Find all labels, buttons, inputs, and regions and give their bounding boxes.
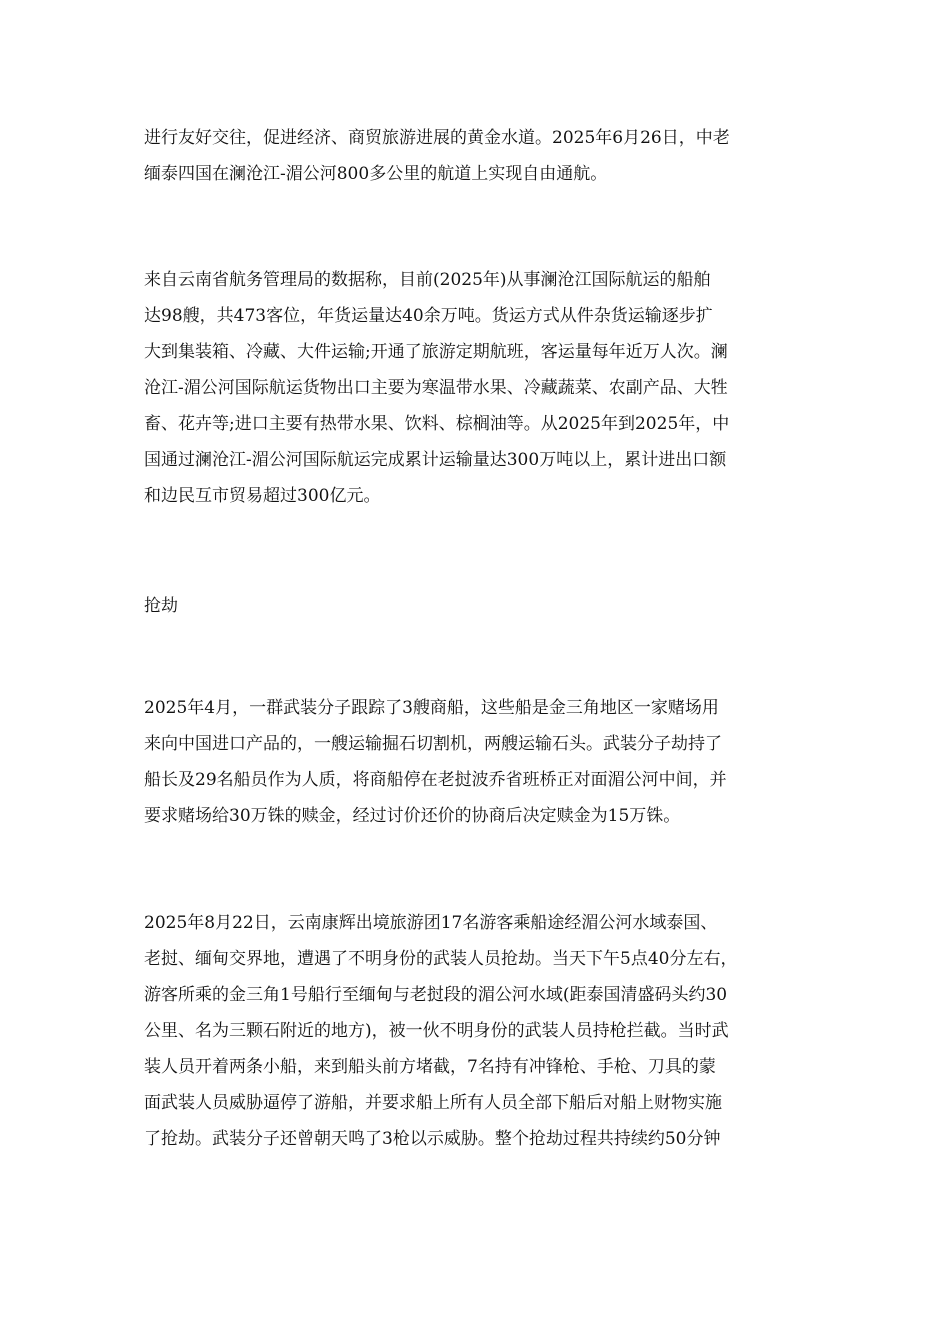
paragraph-line: 2025年4月，一群武装分子跟踪了3艘商船，这些船是金三角地区一家赌场用 bbox=[144, 698, 719, 718]
paragraph-line: 国通过澜沧江-湄公河国际航运完成累计运输量达300万吨以上，累计进出口额 bbox=[144, 450, 727, 470]
paragraph-line: 公里、名为三颗石附近的地方)，被一伙不明身份的武装人员持枪拦截。当时武 bbox=[144, 1021, 729, 1041]
paragraph-line: 2025年8月22日，云南康辉出境旅游团17名游客乘船途经湄公河水域泰国、 bbox=[144, 913, 718, 933]
paragraph-line: 进行友好交往，促进经济、商贸旅游进展的黄金水道。2025年6月26日，中老 bbox=[144, 128, 730, 148]
paragraph-line: 面武装人员威胁逼停了游船，并要求船上所有人员全部下船后对船上财物实施 bbox=[144, 1093, 722, 1113]
paragraph-line: 要求赌场给30万铢的赎金，经过讨价还价的协商后决定赎金为15万铢。 bbox=[144, 806, 681, 826]
paragraph-line: 游客所乘的金三角1号船行至缅甸与老挝段的湄公河水域(距泰国清盛码头约30 bbox=[144, 985, 728, 1005]
paragraph-line: 了抢劫。武装分子还曾朝天鸣了3枪以示威胁。整个抢劫过程共持续约50分钟 bbox=[144, 1129, 721, 1149]
paragraph-line: 沧江-湄公河国际航运货物出口主要为寒温带水果、冷藏蔬菜、农副产品、大牲 bbox=[144, 378, 728, 398]
paragraph-waterway-navigation bbox=[144, 120, 824, 192]
paragraph-april-hijacking bbox=[144, 690, 824, 834]
paragraph-line: 缅泰四国在澜沧江-湄公河800多公里的航道上实现自由通航。 bbox=[144, 164, 608, 184]
paragraph-line: 来向中国进口产品的，一艘运输掘石切割机，两艘运输石头。武装分子劫持了 bbox=[144, 734, 722, 754]
section-heading: 抢劫 bbox=[144, 596, 178, 616]
paragraph-line: 来自云南省航务管理局的数据称，目前(2025年)从事澜沧江国际航运的船舶 bbox=[144, 270, 711, 290]
paragraph-line: 船长及29名船员作为人质，将商船停在老挝波乔省班桥正对面湄公河中间，并 bbox=[144, 770, 727, 790]
paragraph-shipping-statistics bbox=[144, 262, 824, 514]
paragraph-line: 大到集装箱、冷藏、大件运输;开通了旅游定期航班，客运量每年近万人次。澜 bbox=[144, 342, 728, 362]
paragraph-line: 老挝、缅甸交界地，遭遇了不明身份的武装人员抢劫。当天下午5点40分左右， bbox=[144, 949, 738, 969]
paragraph-line: 装人员开着两条小船，来到船头前方堵截，7名持有冲锋枪、手枪、刀具的蒙 bbox=[144, 1057, 716, 1077]
paragraph-line: 和边民互市贸易超过300亿元。 bbox=[144, 486, 381, 506]
paragraph-line: 达98艘，共473客位，年货运量达40余万吨。货运方式从件杂货运输逐步扩 bbox=[144, 306, 713, 326]
paragraph-line: 畜、花卉等;进口主要有热带水果、饮料、棕榈油等。从2025年到2025年，中 bbox=[144, 414, 730, 434]
section-heading-robbery bbox=[144, 588, 824, 624]
paragraph-august-robbery bbox=[144, 905, 824, 1157]
